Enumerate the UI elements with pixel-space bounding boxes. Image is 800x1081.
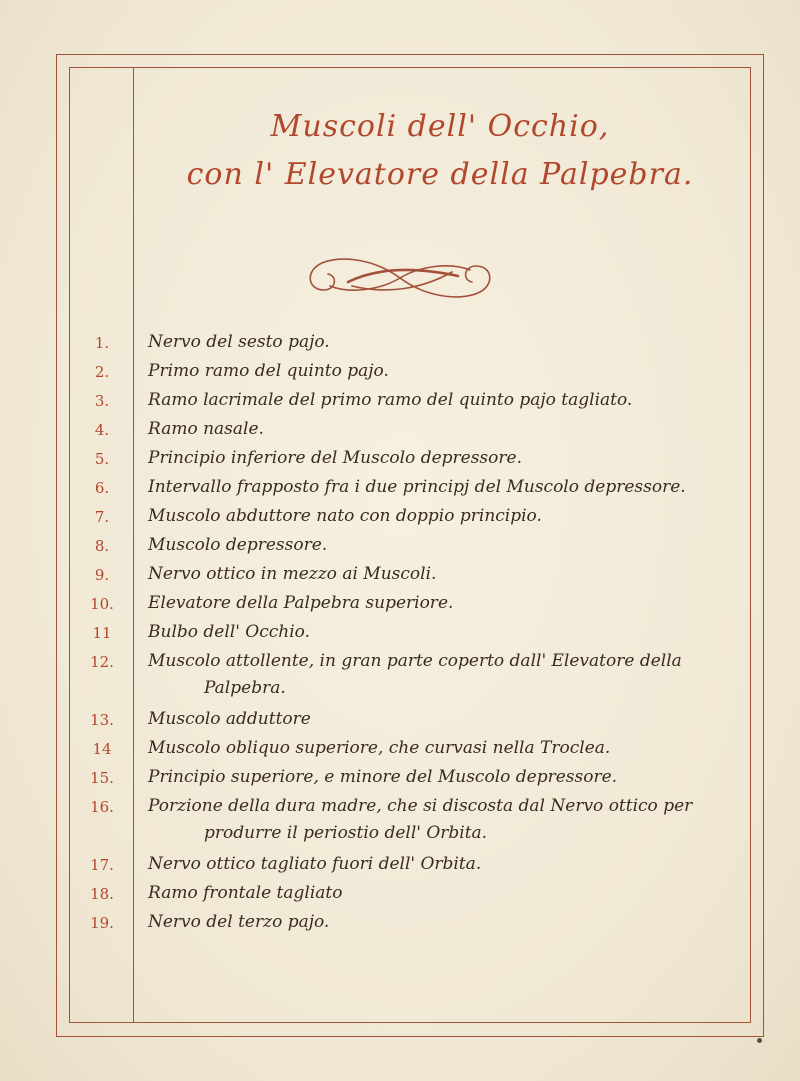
item-text: Ramo nasale.	[148, 419, 264, 439]
item-number: 13.	[90, 711, 114, 729]
item-number: 15.	[90, 769, 114, 787]
item-number: 10.	[90, 595, 114, 613]
item-text: Porzione della dura madre, che si discosta dal Nervo ottico per	[148, 796, 693, 816]
item-number: 3.	[94, 392, 110, 410]
item-text: Ramo lacrimale del primo ramo del quinto pajo tagliato.	[148, 390, 633, 410]
item-text-continuation: produrre il periostio dell' Orbita.	[204, 823, 488, 843]
item-number: 1.	[94, 334, 110, 352]
item-number: 4.	[94, 421, 110, 439]
item-number: 9.	[94, 566, 110, 584]
item-number: 5.	[94, 450, 110, 468]
flourish-ornament-icon	[290, 246, 510, 306]
item-text: Principio inferiore del Muscolo depressore.	[148, 448, 522, 468]
item-text: Nervo del sesto pajo.	[148, 332, 330, 352]
item-text: Nervo ottico in mezzo ai Muscoli.	[148, 564, 437, 584]
item-number: 19.	[90, 914, 114, 932]
title-line-1: Muscoli dell' Occhio,	[270, 109, 610, 144]
item-text: Primo ramo del quinto pajo.	[148, 361, 389, 381]
item-number: 16.	[90, 798, 114, 816]
item-number: 8.	[94, 537, 110, 555]
item-number: 18.	[90, 885, 114, 903]
item-number: 7.	[94, 508, 110, 526]
item-number: 17.	[90, 856, 114, 874]
item-text: Muscolo adduttore	[148, 709, 311, 729]
item-number: 14	[92, 740, 112, 758]
item-text: Elevatore della Palpebra superiore.	[148, 593, 454, 613]
item-text: Muscolo depressore.	[148, 535, 328, 555]
item-text: Bulbo dell' Occhio.	[148, 622, 310, 642]
ink-spot	[757, 1038, 762, 1043]
item-text: Muscolo abduttore nato con doppio principio.	[148, 506, 542, 526]
item-number: 12.	[90, 653, 114, 671]
item-text: Nervo del terzo pajo.	[148, 912, 330, 932]
item-number: 2.	[94, 363, 110, 381]
item-text: Muscolo obliquo superiore, che curvasi nella Troclea.	[148, 738, 611, 758]
item-text: Intervallo frapposto fra i due principj del Muscolo depressore.	[148, 477, 686, 497]
item-number: 6.	[94, 479, 110, 497]
item-text: Ramo frontale tagliato	[148, 883, 343, 903]
item-text: Muscolo attollente, in gran parte coperto dall' Elevatore della	[148, 651, 682, 671]
title-line-2: con l' Elevatore della Palpebra.	[186, 157, 694, 192]
margin-rule	[133, 67, 134, 1023]
item-number: 11	[92, 624, 112, 642]
item-text: Principio superiore, e minore del Muscolo depressore.	[148, 767, 618, 787]
item-text: Nervo ottico tagliato fuori dell' Orbita.	[148, 854, 482, 874]
item-text-continuation: Palpebra.	[204, 678, 286, 698]
